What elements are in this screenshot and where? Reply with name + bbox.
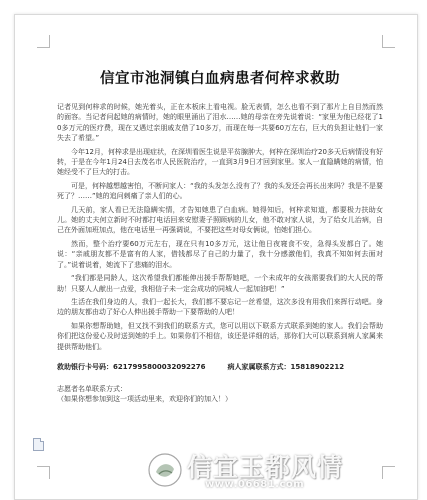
bank-account-label: 救助银行卡号码：: [57, 362, 113, 371]
bank-account-number: 6217995800032092276: [113, 362, 206, 371]
watermark: [147, 448, 419, 494]
page-corner-mark: [37, 35, 50, 48]
body-paragraph: 然而，整个治疗要60万元左右，现在只有10多万元，这让他日夜寝食不安，急得头发都白了。她说：“亲戚朋友都不是富有的人家，借钱都尽了自己的力量了，我十分感激他们，我真不知如何去面对了。”说着说着，她流下了悲痛的泪水。: [57, 239, 383, 269]
body-paragraph: “我们都是同龄人，这次希望我们都能伸出援手帮帮她吧，一个未成年的女孩需要我们的大人民的帮助！只要人人献出一点爱，我相信子未一定会成功的同城人一起加油吧！”: [57, 274, 383, 293]
body-paragraph: 可是，何梓越想越害怕，不断问家人：“我的头发怎么没有了？我的头发还会再长出来吗？我是不是要死了？……”她的追问刺痛了亲人们的心。: [57, 181, 383, 201]
volunteer-line: 志愿者名单联系方式：: [57, 384, 127, 393]
volunteer-line: （如果你想参加到这一项活动里来，欢迎你们的加入！）: [57, 394, 232, 403]
body-paragraph: 几天前，家人看已无法隐瞒实情，才告知她患了白血病。她得知后，何梓求知道，都要极力扶助女儿。她的丈夫何立新时不时都打电话回来安慰妻子照顾病的儿女，他不敢对家人说，为了给女儿治病，自己在外面加班加点，他在电话里一再强调说，不要把这些对母女俩说，怕她们担心。: [57, 205, 383, 235]
document-page[interactable]: [14, 14, 418, 500]
document-icon: [33, 438, 44, 451]
body-paragraph: 记者见到何梓求的时候，她光着头，正在木板床上看电视。脸无表情，怎么也看不到了那片上自目然而然的面容。当记者问起她的病情时，她的眼里涌出了泪水……她的母亲在旁先说着说：“家里为他已经花了10多万元的医疗费，现在又遇过亲朋戚友借了10多万，而现在每一共要60万左右，巨大的负担让他们一家失去了希望。”: [57, 103, 383, 143]
watermark-url: www.06681.com: [205, 479, 305, 490]
body-paragraph: 如果你想帮助她，但又找不到我们的联系方式，您可以用以下联系方式联系到她的家人。我们会帮助你们把这份爱心及时送到她的手上。如果你们不相信，该还是详细的话，那你们大可以联系到病人家属来提供帮助他们。: [57, 321, 383, 351]
document-title: 信宜市池洞镇白血病患者何梓求救助: [100, 70, 340, 87]
watermark-title: 信宜玉都风情: [187, 453, 344, 482]
body-paragraph: 今年12月，何梓求是出现症状，在深圳看医生说是平贫腺肿大，何梓在深圳治疗20多天后病情没有好转，于是在今年1月24日去茂名市人民医院治疗，一直到3月9日才回到家里。家人一直隐瞒她的病情，怕她经受不了巨大的打击。: [57, 147, 383, 177]
document-body: [57, 67, 383, 404]
bank-account-line: [57, 362, 206, 372]
watermark-logo-icon: [147, 452, 183, 488]
family-phone-number: 15818902212: [290, 362, 345, 371]
contact-info: [57, 362, 383, 372]
page-corner-mark: [37, 466, 50, 479]
body-paragraph: 生活在我们身边的人，我们一起长大，我们都不要忘记一丝希望，这次多没有用我们来挥行动吧。身边的朋友都由动了好心人伸出援手帮助一下要帮助的人吧！: [57, 297, 383, 317]
volunteer-note: [57, 384, 383, 404]
family-phone-line: [228, 362, 345, 372]
page-corner-mark: [382, 35, 395, 48]
family-phone-label: 病人家属联系方式：: [227, 362, 291, 371]
